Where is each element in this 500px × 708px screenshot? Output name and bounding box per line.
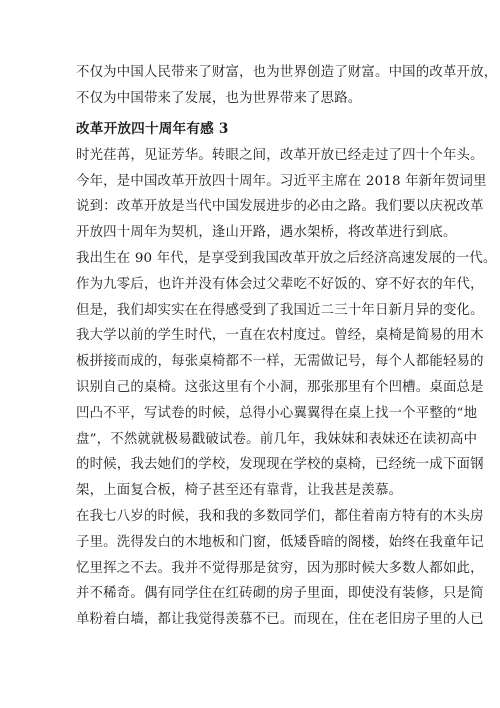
text-line: 不仅为中国带来了发展，也为世界带来了思路。 [76, 91, 362, 106]
text-line: 说到：改革开放是当代中国发展进步的必由之路。我们要以庆祝改革 [76, 199, 484, 214]
text-line: 开放四十周年为契机，逢山开路，遇水架桥，将改革进行到底。 [76, 225, 457, 240]
text-line: 的时候，我去她们的学校，发现现在学校的桌椅，已经统一成下面钢 [76, 457, 484, 472]
text-line: 识别自己的桌椅。这张这里有个小洞，那张那里有个凹槽。桌面总是 [76, 380, 484, 395]
text-line: 盘”，不然就就极易戳破试卷。前几年，我妹妹和表妹还在读初高中 [76, 432, 478, 447]
section-heading: 改革开放四十周年有感 3 [76, 121, 229, 137]
text-line: 单粉着白墙，都让我觉得羡慕不已。而现在，住在老旧房子里的人已 [76, 612, 484, 627]
text-line: 板拼接而成的，每张桌椅都不一样，无需做记号，每个人都能轻易的 [76, 354, 484, 369]
text-line: 不仅为中国人民带来了财富，也为世界创造了财富。中国的改革开放， [76, 65, 498, 80]
text-line: 但是，我们却实实在在得感受到了我国近二三十年日新月异的变化。 [76, 303, 484, 318]
text-line: 在我七八岁的时候，我和我的多数同学们，都住着南方特有的木头房 [76, 509, 484, 524]
text-line: 今年，是中国改革开放四十周年。习近平主席在 2018 年新年贺词里 [76, 174, 487, 189]
text-line: 我大学以前的学生时代，一直在农村度过。曾经，桌椅是简易的用木 [76, 328, 484, 343]
text-line: 凹凸不平，写试卷的时候，总得小心翼翼得在桌上找一个平整的“地 [76, 406, 478, 421]
text-line: 子里。洗得发白的木地板和门窗，低矮昏暗的阁楼，始终在我童年记 [76, 535, 484, 550]
text-line: 忆里挥之不去。我并不觉得那是贫穷，因为那时候大多数人都如此， [76, 561, 484, 576]
text-line: 作为九零后，也许并没有体会过父辈吃不好饭的、穿不好衣的年代， [76, 277, 484, 292]
text-line: 时光荏苒，见证芳华。转眼之间，改革开放已经走过了四十个年头。 [76, 148, 484, 163]
text-line: 并不稀奇。偶有同学住在红砖砌的房子里面，即使没有装修，只是简 [76, 586, 484, 601]
text-line: 我出生在 90 年代，是享受到我国改革开放之后经济高速发展的一代。 [76, 251, 497, 266]
text-line: 架，上面复合板，椅子甚至还有靠背，让我甚是羡慕。 [76, 483, 403, 498]
